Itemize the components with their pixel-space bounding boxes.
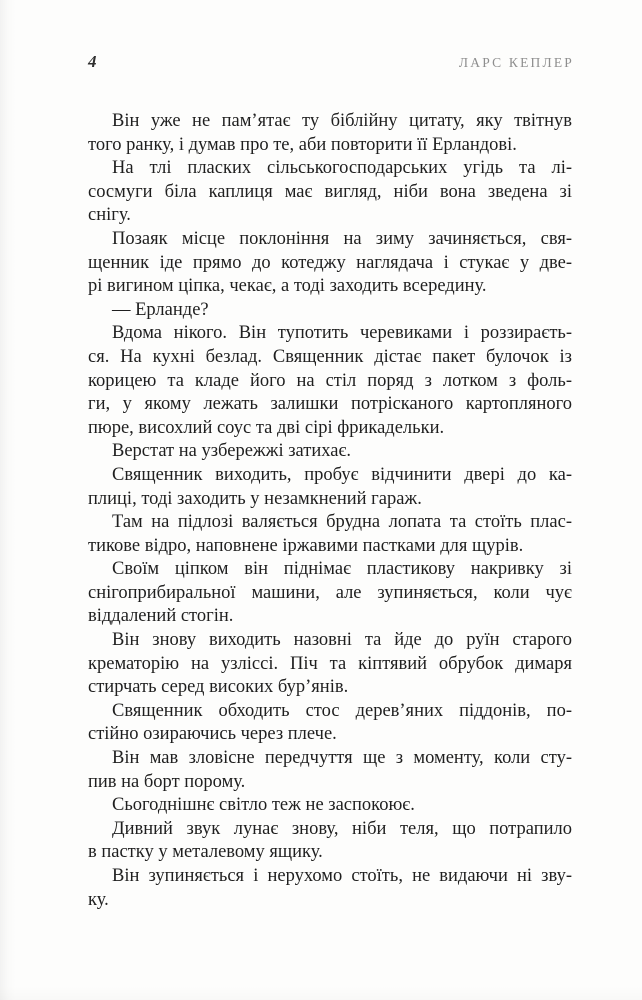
paragraph (88, 511, 572, 558)
text-line: Він мав зловісне передчуття ще з моменту, коли сту- (112, 748, 572, 769)
text-line: Дивний звук лунає знову, ніби теля, що потрапило (112, 818, 572, 839)
text-line: Він знову виходить назовні та йде до руїн старого (112, 630, 572, 651)
paragraph (88, 558, 572, 629)
text-line: Там на підлозі валяється брудна лопата та стоїть плас- (112, 512, 572, 533)
text-line: На тлі пласких сільськогосподарських угідь та лі- (112, 158, 572, 179)
paragraph (88, 865, 572, 912)
text-line: сосмуги біла каплиця має вигляд, ніби вона зведена зі (88, 181, 572, 202)
running-title-author: ЛАРС КЕПЛЕР (458, 55, 574, 70)
paragraph (88, 700, 572, 747)
text-line: щенник іде прямо до котеджу наглядача і стукає у две- (88, 252, 572, 273)
text-line: стирчать серед високих бур’янів. (88, 677, 349, 698)
text-line: ку. (88, 889, 109, 910)
paragraph (88, 110, 572, 157)
text-line: — Ерланде? (112, 299, 209, 320)
text-line: пив на борт порому. (88, 771, 246, 792)
paragraph (88, 464, 572, 511)
text-line: корицею та кладе його на стіл поряд з лотком з фоль- (88, 370, 572, 391)
text-line: ги, у якому лежать залишки потрісканого картопляного (88, 394, 572, 415)
text-line: ся. На кухні безлад. Священник дістає пакет булочок із (88, 346, 572, 367)
paragraph (88, 747, 572, 794)
text-line: стійно озираючись через плече. (88, 724, 337, 745)
text-line: Сьогоднішнє світло теж не заспокоює. (112, 795, 415, 816)
text-line: Священник виходить, пробує відчинити двері до ка- (112, 464, 572, 485)
page-number: 4 (88, 52, 97, 71)
text-line: того ранку, і думав про те, аби повторити її Ерландові. (88, 134, 517, 155)
paragraph (88, 228, 572, 299)
paragraph (88, 440, 572, 464)
text-line: снігу. (88, 205, 131, 226)
text-line: крематорію на узліссі. Піч та кіптявий обрубок димаря (88, 653, 572, 674)
text-line: снігоприбиральної машини, але зупиняється, коли чує (88, 582, 572, 603)
paragraph (88, 299, 572, 323)
paragraph (88, 322, 572, 440)
page-header (88, 52, 574, 72)
paragraph (88, 818, 572, 865)
text-line: Своїм ціпком він піднімає пластикову накривку зі (112, 559, 572, 580)
text-line: пюре, висохлий соус та дві сірі фрикадельки. (88, 417, 445, 438)
paragraph (88, 157, 572, 228)
text-line: Позаяк місце поклоніння на зиму зачиняється, свя- (112, 228, 572, 249)
text-line: в пастку у металевому ящику. (88, 842, 323, 863)
text-line: плиці, тоді заходить у незамкнений гараж. (88, 488, 422, 509)
text-line: Він зупиняється і нерухомо стоїть, не видаючи ні зву- (112, 866, 572, 886)
paragraph (88, 629, 572, 700)
paragraph (88, 794, 572, 818)
text-line: тикове відро, наповнене іржавими пастками для щурів. (88, 535, 524, 556)
text-line: Вдома нікого. Він тупотить черевиками і роззираєть- (112, 323, 572, 344)
text-line: Він уже не пам’ятає ту біблійну цитату, яку твітнув (112, 111, 572, 131)
text-line: рі вигином ціпка, чекає, а тоді заходить всередину. (88, 276, 487, 297)
body-text (88, 110, 572, 912)
text-line: Верстат на узбережжі затихає. (112, 441, 352, 462)
text-line: віддалений стогін. (88, 606, 234, 627)
text-line: Священник обходить стос дерев’яних піддонів, по- (112, 700, 572, 721)
